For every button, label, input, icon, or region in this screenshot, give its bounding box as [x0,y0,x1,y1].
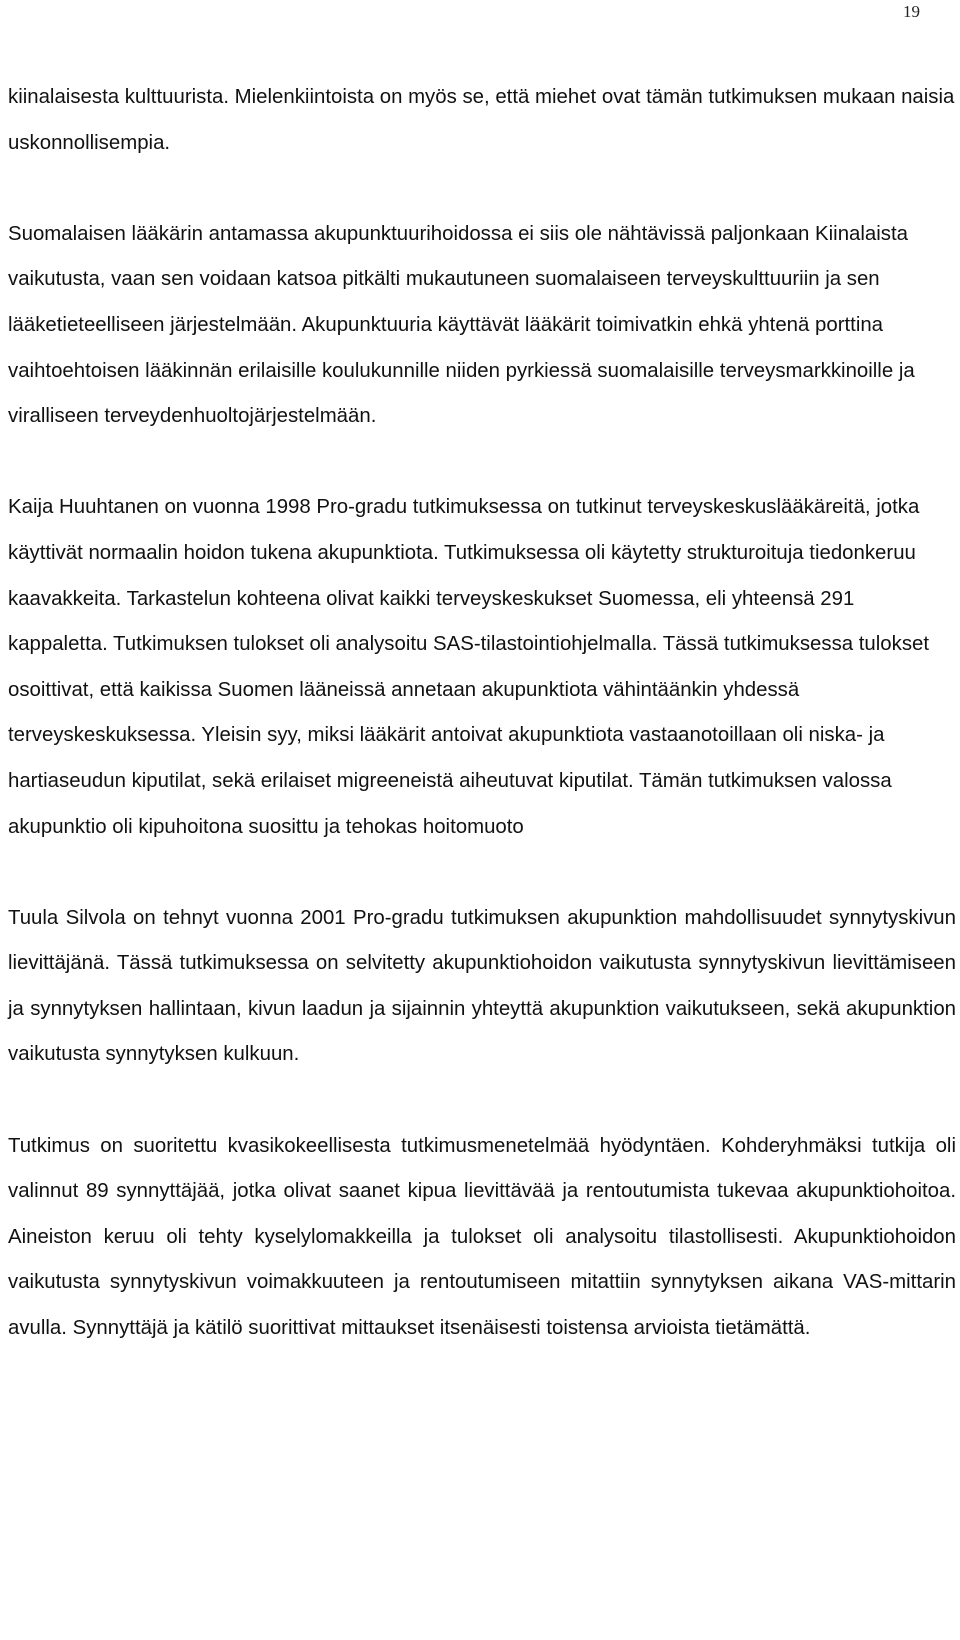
body-text [8,75,956,1352]
paragraph-finnish-acupuncture: Suomalaisen lääkärin antamassa akupunktuurihoidossa ei siis ole nähtävissä paljonkaan Kiinalaista vaikutusta, vaan sen voidaan katsoa pitkälti mukautuneen suomalaiseen terveyskulttuuriin ja sen lääketieteelliseen järjestelmään. Akupunktuuria käyttävät lääkärit toimivatkin ehkä yhtenä porttina vaihtoehtoisen lääkinnän erilaisille koulukunnille niiden pyrkiessä suomalaisille terveysmarkkinoille ja viralliseen terveydenhuoltojärjestelmään. [8,222,915,428]
paragraph-cultural-context: kiinalaisesta kulttuurista. Mielenkiintoista on myös se, että miehet ovat tämän tutkimuksen mukaan naisia uskonnollisempia. [8,86,955,154]
paragraph-gap [8,166,956,212]
page-number: 19 [903,2,920,21]
paragraph-study-method: Tutkimus on suoritettu kvasikokeellisesta tutkimusmenetelmää hyödyntäen. Kohderyhmäksi tutkija oli valinnut 89 synnyttäjää, jotka olivat saanet kipua lievittävää ja rentoutumista tukevaa akupunktiohoitoa. Aineiston keruu oli tehty kyselylomakkeilla ja tulokset oli analysoitu tilastollisesti. Akupunktiohoidon vaikutusta synnytyskivun voimakkuuteen ja rentoutumiseen mitattiin synnytyksen aikana VAS-mittarin avulla. Synnyttäjä ja kätilö suorittivat mittaukset itsenäisesti toistensa arvioista tietämättä. [8,1134,956,1340]
paragraph-gap [8,850,956,896]
paragraph-gap [8,440,956,486]
paragraph-gap [8,1078,956,1124]
paragraph-silvola-study: Tuula Silvola on tehnyt vuonna 2001 Pro-gradu tutkimuksen akupunktion mahdollisuudet synnytyskivun lievittäjänä. Tässä tutkimuksessa on selvitetty akupunktiohoidon vaikutusta synnytyskivun lievittämiseen ja synnytyksen hallintaan, kivun laadun ja sijainnin yhteyttä akupunktion vaikutukseen, sekä akupunktion vaikutusta synnytyksen kulkuun. [8,906,956,1066]
paragraph-huuhtanen-study: Kaija Huuhtanen on vuonna 1998 Pro-gradu tutkimuksessa on tutkinut terveyskeskuslääkäreitä, jotka käyttivät normaalin hoidon tukena akupunktiota. Tutkimuksessa oli käytetty strukturoituja tiedonkeruu kaavakkeita. Tarkastelun kohteena olivat kaikki terveyskeskukset Suomessa, eli yhteensä 291 kappaletta. Tutkimuksen tulokset oli analysoitu SAS-tilastointiohjelmalla. Tässä tutkimuksessa tulokset osoittivat, että kaikissa Suomen lääneissä annetaan akupunktiota vähintäänkin yhdessä terveyskeskuksessa. Yleisin syy, miksi lääkärit antoivat akupunktiota vastaanotoillaan oli niska- ja hartiaseudun kiputilat, sekä erilaiset migreeneistä aiheutuvat kiputilat. Tämän tutkimuksen valossa akupunktio oli kipuhoitona suosittu ja tehokas hoitomuoto [8,496,930,838]
